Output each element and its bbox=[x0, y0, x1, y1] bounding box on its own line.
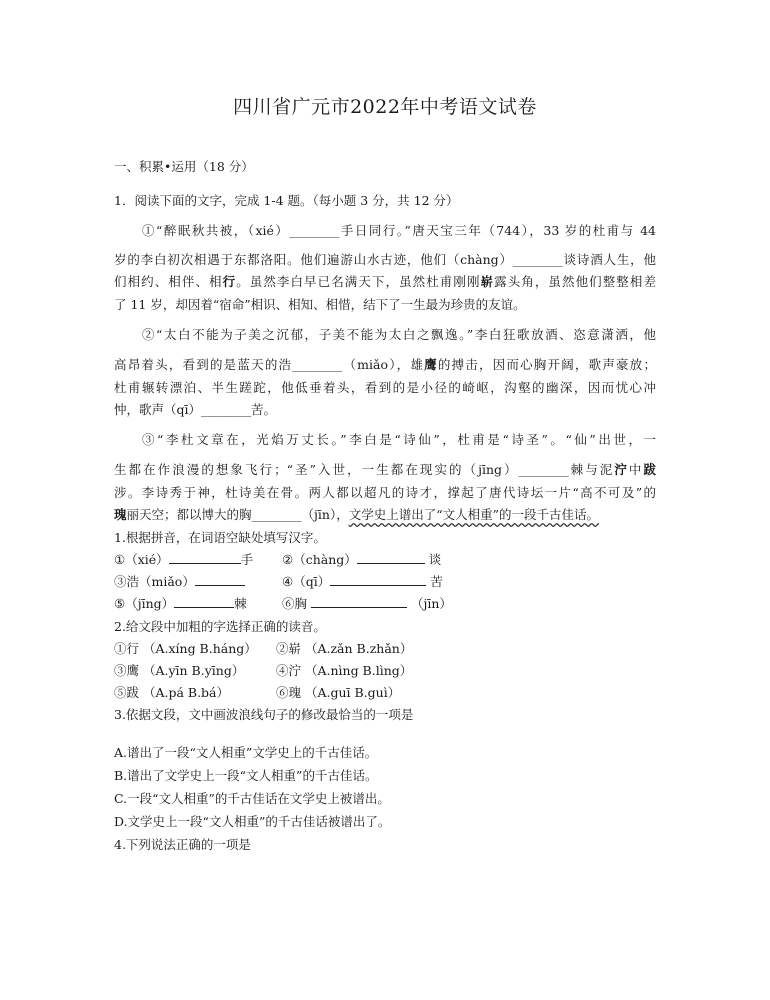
pinyin-item-1: ①（xié） 手 bbox=[114, 552, 254, 567]
subquestion-4-title: 4.下列说法正确的一项是 bbox=[114, 837, 251, 852]
paragraph-1-line-2: 岁的李白初次相遇于东都洛阳。他们遍游山水古迹，他们（chàng）________谈诗酒人生，他 bbox=[114, 252, 656, 267]
subquestion-2-title: 2.给文段中加粗的字选择正确的读音。 bbox=[114, 619, 326, 634]
pronunciation-option-3: ③鹰 （A.yīn B.yīng） bbox=[114, 663, 245, 678]
pinyin-item-6: ⑥胸 （jīn） bbox=[282, 596, 452, 611]
question-stem: 1．阅读下面的文字，完成 1-4 题。（每小题 3 分，共 12 分） bbox=[114, 193, 459, 208]
section-heading: 一、积累•运用（18 分） bbox=[114, 159, 254, 174]
choice-b: B.谱出了文学史上一段“文人相重”的千古佳话。 bbox=[114, 768, 378, 783]
bold-char-ning: 泞 bbox=[614, 462, 629, 477]
paragraph-2-line-4: 忡，歌声（qī）________苦。 bbox=[114, 402, 276, 417]
pinyin-item-4: ④（qī） 苦 bbox=[282, 574, 443, 589]
pinyin-item-2: ②（chàng） 谈 bbox=[282, 552, 442, 567]
choice-c: C.一段“文人相重”的千古佳话在文学史上被谱出。 bbox=[114, 791, 390, 806]
page-title: 四川省广元市2022年中考语文试卷 bbox=[233, 96, 537, 118]
answer-blank[interactable] bbox=[311, 595, 407, 608]
answer-blank[interactable] bbox=[169, 551, 241, 564]
paragraph-1-line-4: 了 11 岁，却因着“宿命”相识、相知、相惜，结下了一生最为珍贵的友谊。 bbox=[114, 297, 526, 312]
choice-d: D.文学史上一段“文人相重”的千古佳话被谱出了。 bbox=[114, 814, 391, 829]
bold-char-ying: 鹰 bbox=[424, 357, 438, 372]
answer-blank[interactable] bbox=[357, 551, 425, 564]
bold-char-ba: 跋 bbox=[643, 462, 656, 477]
paragraph-2-line-2: 高昂着头，看到的是蓝天的浩________（miǎo），雄鹰的搏击，因而心胸开阔，歌声豪放； bbox=[114, 357, 656, 372]
pronunciation-option-6: ⑥瑰 （A.guī B.guì） bbox=[276, 685, 401, 700]
paragraph-3-line-4: 瑰丽天空；都以博大的胸________（jīn），文学史上谱出了“文人相重”的一段千古佳话。 bbox=[114, 507, 599, 522]
answer-blank[interactable] bbox=[330, 573, 426, 586]
pronunciation-option-5: ⑤跋 （A.pá B.bá） bbox=[114, 685, 230, 700]
subquestion-1-title: 1.根据拼音，在词语空缺处填写汉字。 bbox=[114, 530, 326, 545]
paragraph-3-line-2: 生都在作浪漫的想象飞行；“圣”入世，一生都在现实的（jīng）________棘与泥泞中跋 bbox=[114, 462, 656, 477]
paragraph-2-line-3: 杜甫辗转漂泊、半生蹉跎，他低垂着头，看到的是小径的崎岖，沟壑的幽深，因而忧心冲 bbox=[114, 380, 656, 395]
wavy-underlined-sentence: 文学史上谱出了“文人相重”的一段千古佳话。 bbox=[348, 507, 599, 522]
paragraph-3-line-1: ③“李杜文章在，光焰万丈长。”李白是“诗仙”，杜甫是“诗圣”。“仙”出世，一 bbox=[142, 432, 656, 447]
choice-a: A.谱出了一段“文人相重”文学史上的千古佳话。 bbox=[114, 745, 378, 760]
bold-char-gui: 瑰 bbox=[114, 507, 127, 522]
pinyin-item-5: ⑤（jīng） 棘 bbox=[114, 596, 247, 611]
pronunciation-option-1: ①行 （A.xíng B.háng） bbox=[114, 641, 257, 656]
subquestion-3-title: 3.依据文段，文中画波浪线句子的修改最恰当的一项是 bbox=[114, 707, 414, 722]
paragraph-3-line-3: 涉。李诗秀于神，杜诗美在骨。两人都以超凡的诗才，撑起了唐代诗坛一片“高不可及”的 bbox=[114, 485, 656, 500]
bold-char-zhan: 崭 bbox=[480, 274, 495, 289]
pronunciation-option-4: ④泞 （A.nìng B.lìng） bbox=[276, 663, 413, 678]
paragraph-1-line-1: ①“醉眠秋共被，（xié）________手日同行。”唐天宝三年（744），33 岁的杜甫与 44 bbox=[142, 223, 657, 238]
pinyin-item-3: ③浩（miǎo） bbox=[114, 573, 245, 591]
paragraph-2-line-1: ②“太白不能为子美之沉郁，子美不能为太白之飘逸。”李白狂歌放酒、恣意潇洒，他 bbox=[142, 327, 656, 342]
bold-char-xing: 行 bbox=[222, 274, 237, 289]
answer-blank[interactable] bbox=[174, 595, 234, 608]
answer-blank[interactable] bbox=[195, 573, 245, 586]
paragraph-1-line-3: 们相约、相伴、相行。虽然李白早已名满天下，虽然杜甫刚刚崭露头角，虽然他们整整相差 bbox=[114, 274, 656, 289]
pronunciation-option-2: ②崭 （A.zǎn B.zhǎn） bbox=[276, 641, 413, 656]
